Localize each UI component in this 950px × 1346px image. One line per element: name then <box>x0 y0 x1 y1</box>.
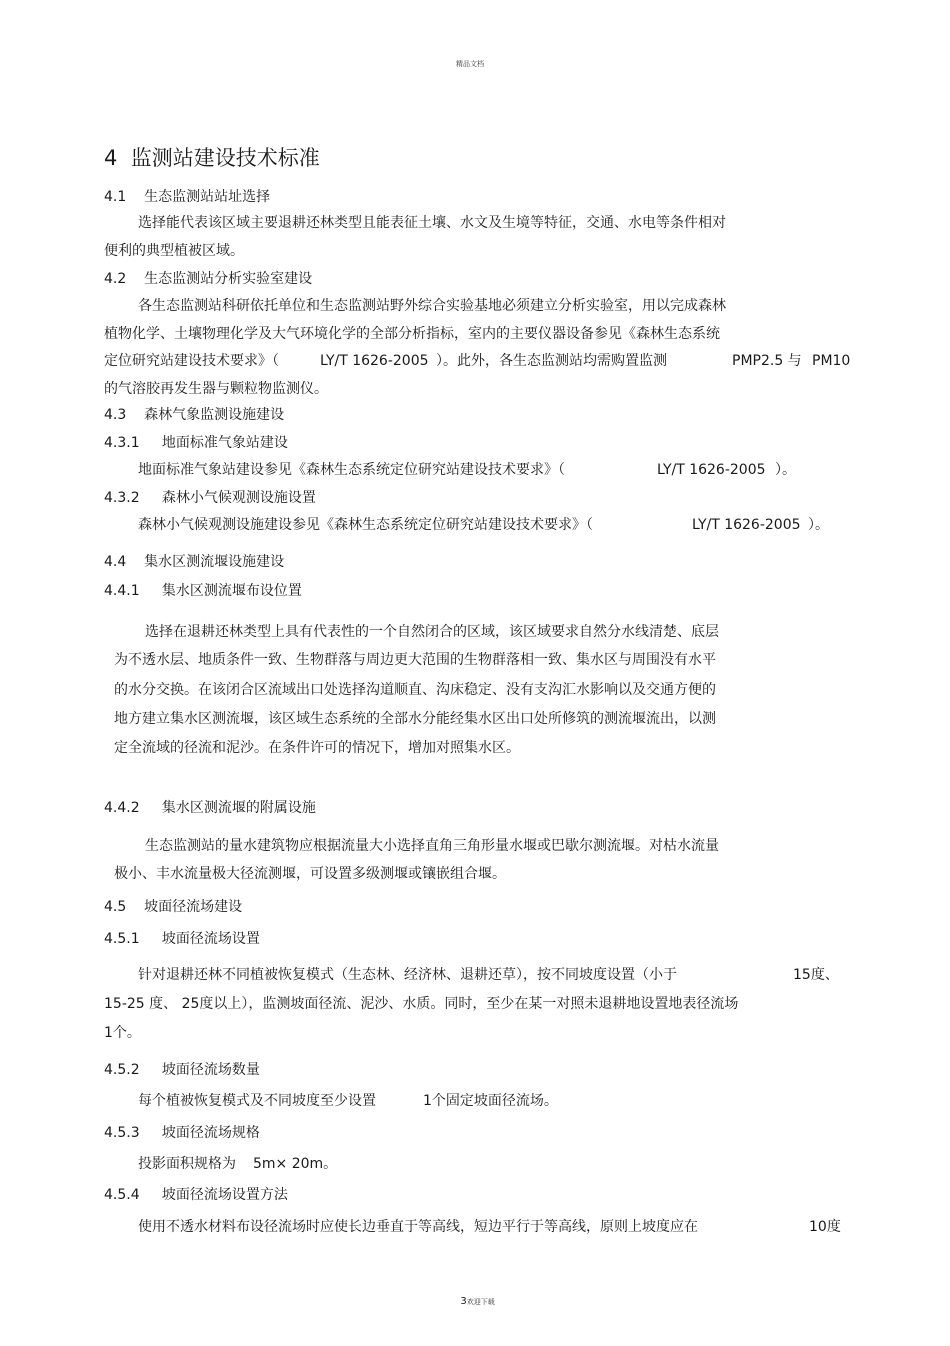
paragraph-line: 投影面积规格为 <box>138 1156 236 1172</box>
paragraph-line: 针对退耕还林不同植被恢复模式（生态林、经济林、退耕还草），按不同坡度设置（小于 <box>138 967 677 983</box>
heading-4-5-1: 4.5.1 坡面径流场设置 <box>104 931 260 947</box>
paragraph-line: 5m× 20m。 <box>253 1156 338 1172</box>
heading-4-4-2: 4.4.2 集水区测流堰的附属设施 <box>104 800 316 816</box>
paragraph-line: ）。 <box>808 517 829 533</box>
paragraph-line: 1个。 <box>104 1025 141 1041</box>
page-footer <box>454 1284 495 1308</box>
paragraph-line: 15度、 <box>793 967 839 983</box>
paragraph-line: 地面标准气象站建设参见《森林生态系统定位研究站建设技术要求》（ <box>138 462 565 478</box>
heading-4-5: 4.5 坡面径流场建设 <box>104 899 243 915</box>
paragraph-line: 为不透水层、地质条件一致、生物群落与周边更大范围的生物群落相一致、集水区与周围没有水平 <box>114 652 716 668</box>
paragraph-line: 定全流域的径流和泥沙。在条件许可的情况下，增加对照集水区。 <box>114 740 520 756</box>
heading-4-4-1: 4.4.1 集水区测流堰布设位置 <box>104 583 302 599</box>
paragraph-line: 极小、丰水流量极大径流测堰，可设置多级测堰或镶嵌组合堰。 <box>114 866 506 882</box>
standard-code: LY/T 1626-2005 <box>692 517 801 533</box>
heading-4-3-1: 4.3.1 地面标准气象站建设 <box>104 435 288 451</box>
paragraph-line: ）。 <box>775 462 796 478</box>
footer-note: 欢迎下载 <box>466 1298 495 1306</box>
paragraph-line: PM10 <box>812 353 851 369</box>
paragraph-line: 各生态监测站科研依托单位和生态监测站野外综合实验基地必须建立分析实验室，用以完成森林 <box>138 298 726 314</box>
paragraph-line: 定位研究站建设技术要求》（ <box>104 353 279 369</box>
standard-code: LY/T 1626-2005 <box>657 462 766 478</box>
paragraph-line: 的水分交换。在该闭合区流域出口处选择沟道顺直、沟床稳定、没有支沟汇水影响以及交通方便的 <box>114 682 716 698</box>
page-header: 精品文档 <box>456 60 484 68</box>
heading-4-5-2: 4.5.2 坡面径流场数量 <box>104 1062 260 1078</box>
paragraph-line: 使用不透水材料布设径流场时应使长边垂直于等高线，短边平行于等高线，原则上坡度应在 <box>138 1219 698 1235</box>
heading-4-5-3: 4.5.3 坡面径流场规格 <box>104 1125 260 1141</box>
paragraph-line: 植物化学、土壤物理化学及大气环境化学的全部分析指标，室内的主要仪器设备参见《森林生态系统 <box>104 326 720 342</box>
paragraph-line: ）。此外，各生态监测站均需购置监测 <box>436 353 667 369</box>
paragraph-line: 1个固定坡面径流场。 <box>423 1093 558 1109</box>
paragraph-line: 每个植被恢复模式及不同坡度至少设置 <box>138 1093 376 1109</box>
paragraph-line: 地方建立集水区测流堰，该区域生态系统的全部水分能经集水区出口处所修筑的测流堰流出，以测 <box>114 711 716 727</box>
paragraph-line: 选择在退耕还林类型上具有代表性的一个自然闭合的区域，该区域要求自然分水线清楚、底层 <box>145 624 719 640</box>
standard-code: LY/T 1626-2005 <box>320 353 429 369</box>
paragraph-line: 10度 <box>809 1219 841 1235</box>
page-number: 3 <box>460 1296 467 1307</box>
heading-4-2: 4.2 生态监测站分析实验室建设 <box>104 271 313 287</box>
heading-4-5-4: 4.5.4 坡面径流场设置方法 <box>104 1187 288 1203</box>
heading-4-3: 4.3 森林气象监测设施建设 <box>104 407 285 423</box>
paragraph-line: 的气溶胶再发生器与颗粒物监测仪。 <box>104 381 328 397</box>
section-title: 4 监测站建设技术标准 <box>104 146 320 170</box>
paragraph-line: PMP2.5 与 <box>732 353 802 369</box>
paragraph-line: 生态监测站的量水建筑物应根据流量大小选择直角三角形量水堰或巴歇尔测流堰。对枯水流量 <box>145 838 719 854</box>
heading-4-1: 4.1 生态监测站站址选择 <box>104 189 271 205</box>
heading-4-3-2: 4.3.2 森林小气候观测设施设置 <box>104 490 316 506</box>
paragraph-line: 选择能代表该区域主要退耕还林类型且能表征土壤、水文及生境等特征，交通、水电等条件相对 <box>138 215 726 231</box>
paragraph-line: 便利的典型植被区域。 <box>104 243 244 259</box>
heading-4-4: 4.4 集水区测流堰设施建设 <box>104 554 285 570</box>
paragraph-line: 森林小气候观测设施建设参见《森林生态系统定位研究站建设技术要求》（ <box>138 517 593 533</box>
paragraph-line: 15-25 度、 25度以上），监测坡面径流、泥沙、水质。同时，至少在某一对照未退耕地设置地表径流场 <box>104 996 739 1012</box>
